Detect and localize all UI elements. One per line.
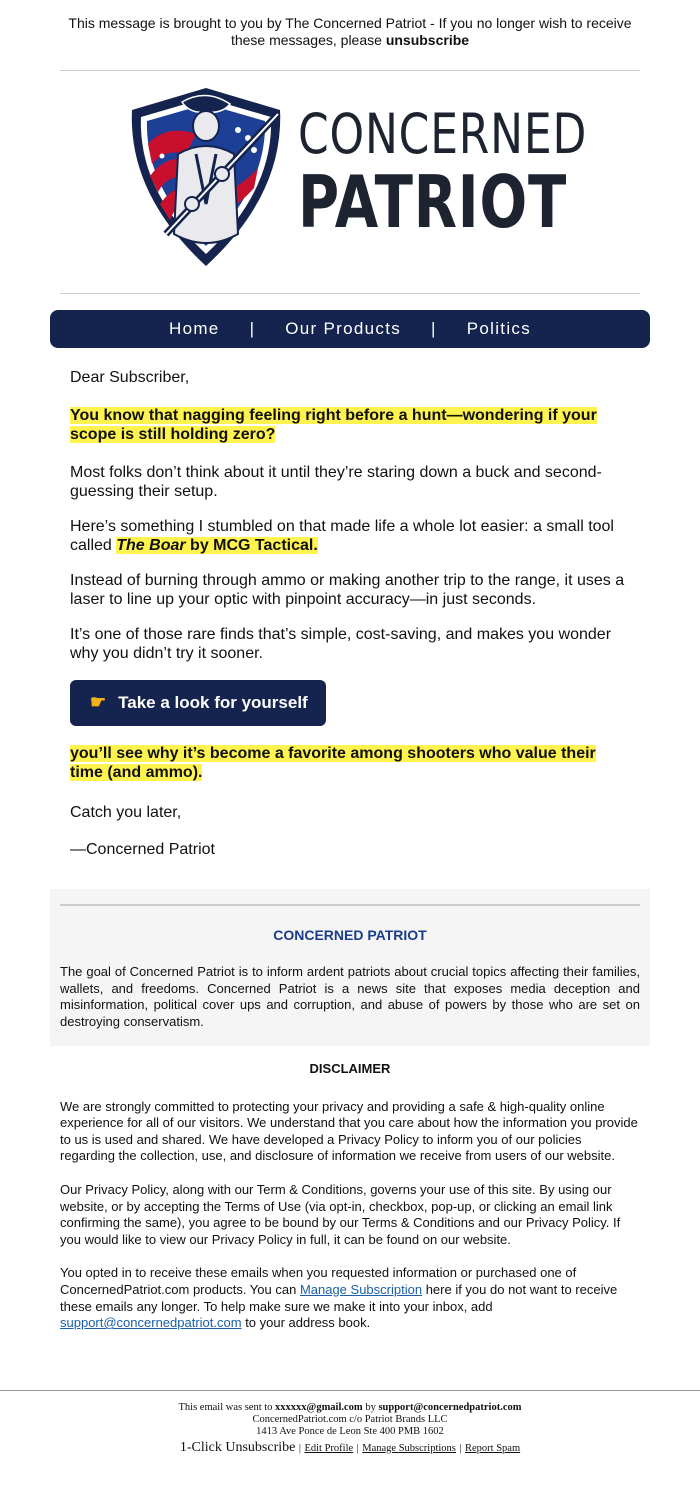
- hook-text: You know that nagging feeling right before a hunt—wondering if your scope is still holding zero?: [70, 406, 597, 443]
- product-suffix: by MCG Tactical.: [185, 537, 318, 554]
- signoff: Catch you later,: [70, 803, 182, 821]
- footer-sep: |: [356, 1443, 359, 1454]
- disclaimer-section: [60, 1061, 640, 1349]
- optin-text-c: to your address book.: [241, 1315, 371, 1331]
- take-a-look-button[interactable]: [70, 680, 326, 726]
- edit-profile-link[interactable]: Edit Profile: [304, 1443, 354, 1454]
- optin-text-b: here if you do not want to receive these emails any longer. To help make sure we make it into your inbox, add: [60, 1281, 618, 1314]
- about-divider: [60, 904, 640, 906]
- top-divider: [60, 70, 640, 71]
- recipient-email: xxxxxx@gmail.com: [275, 1402, 363, 1413]
- preheader: [60, 15, 640, 49]
- wordmark-line2: PATRIOT: [298, 160, 568, 244]
- company-address: 1413 Ave Ponce de Leon Ste 400 PMB 1602: [256, 1426, 444, 1437]
- brand-logo[interactable]: [126, 84, 588, 270]
- paragraph-1: Most folks don’t think about it until they’re staring down a buck and second-guessing their setup.: [70, 463, 602, 500]
- company-name: ConcernedPatriot.com c/o Patriot Brands LLC: [252, 1414, 448, 1425]
- footer-links: [0, 1439, 700, 1458]
- disclaimer-paragraph-3: [60, 1265, 640, 1331]
- preheader-text: This message is brought to you by The Concerned Patriot - If you no longer wish to receive these messages, please: [68, 15, 632, 48]
- patriot-shield-icon: [126, 84, 286, 270]
- disclaimer-paragraph-1: We are strongly committed to protecting your privacy and providing a safe & high-quality online experience for all of our visitors. We understand that you care about how the information you provide to us is used and shared. We have developed a Privacy Policy to inform you of our policies regarding the collection, use, and disclosure of information we receive from users of our website.: [60, 1098, 638, 1164]
- disclaimer-paragraph-2: Our Privacy Policy, along with our Term & Conditions, governs your use of this site. By using our website, or by accepting the Terms of Use (via opt-in, checkbox, pop-up, or clicking an email link confirming the same), you agree to be bound by our Terms & Conditions and our Privacy Policy. If you would like to view our Privacy Policy in full, it can be found on our website.: [60, 1181, 621, 1247]
- sent-by: by: [362, 1402, 379, 1413]
- about-title: CONCERNED PATRIOT: [273, 927, 427, 943]
- support-email-link[interactable]: support@concernedpatriot.com: [60, 1315, 242, 1331]
- sent-to-line: [0, 1402, 700, 1414]
- nav-item-home[interactable]: Home: [169, 319, 220, 338]
- signature: —Concerned Patriot: [70, 841, 215, 858]
- paragraph-4: It’s one of those rare finds that’s simple, cost-saving, and makes you wonder why you didn’t try it sooner.: [70, 625, 612, 662]
- sender-email: support@concernedpatriot.com: [378, 1402, 522, 1413]
- nav-separator: |: [249, 319, 256, 338]
- sent-to-prefix: This email was sent to: [178, 1402, 276, 1413]
- email-body: [70, 368, 630, 860]
- one-click-unsubscribe-link[interactable]: 1-Click Unsubscribe: [179, 1440, 296, 1455]
- wordmark-line1: CONCERNED: [298, 102, 588, 166]
- footer-sep: |: [459, 1443, 462, 1454]
- take-a-look-label: Take a look for yourself: [118, 692, 308, 712]
- about-section: [50, 889, 650, 1046]
- footer: [0, 1402, 700, 1458]
- report-spam-link[interactable]: Report Spam: [465, 1443, 521, 1454]
- paragraph-2: [70, 517, 630, 556]
- about-text: The goal of Concerned Patriot is to inform ardent patriots about crucial topics affecting their families, wallets, and freedoms. Concerned Patriot is a news site that exposes media deception and misinformation, political cover ups and corruption, and abuse of powers by those who are set on destroying conservatism.: [60, 964, 640, 1029]
- product-name: The Boar: [116, 537, 186, 554]
- greeting: Dear Subscriber,: [70, 369, 190, 386]
- paragraph-2-text: Here’s something I stumbled on that made life a whole lot easier: a small tool called: [70, 517, 614, 554]
- paragraph-3: Instead of burning through ammo or making another trip to the range, it uses a laser to line up your optic with pinpoint accuracy—in just seconds.: [70, 571, 625, 608]
- after-cta-text: you’ll see why it’s become a favorite among shooters who value their time (and ammo).: [70, 744, 596, 781]
- manage-subscription-link[interactable]: Manage Subscription: [299, 1281, 423, 1297]
- main-nav: [50, 310, 650, 348]
- pointing-hand-icon: ☛: [90, 691, 107, 712]
- nav-separator: |: [431, 319, 437, 338]
- footer-sep: |: [298, 1443, 301, 1454]
- manage-subscriptions-link[interactable]: Manage Subscriptions: [362, 1443, 456, 1454]
- nav-item-our-products[interactable]: Our Products: [285, 319, 402, 338]
- logo-divider: [60, 293, 640, 294]
- nav-item-politics[interactable]: Politics: [466, 319, 531, 338]
- disclaimer-title: DISCLAIMER: [309, 1061, 391, 1076]
- optin-text-a: You opted in to receive these emails when you requested information or purchased one of ConcernedPatriot.com products. You can: [60, 1265, 577, 1297]
- unsubscribe-link[interactable]: unsubscribe: [385, 32, 470, 48]
- brand-wordmark: [298, 102, 659, 244]
- footer-divider: [0, 1390, 700, 1391]
